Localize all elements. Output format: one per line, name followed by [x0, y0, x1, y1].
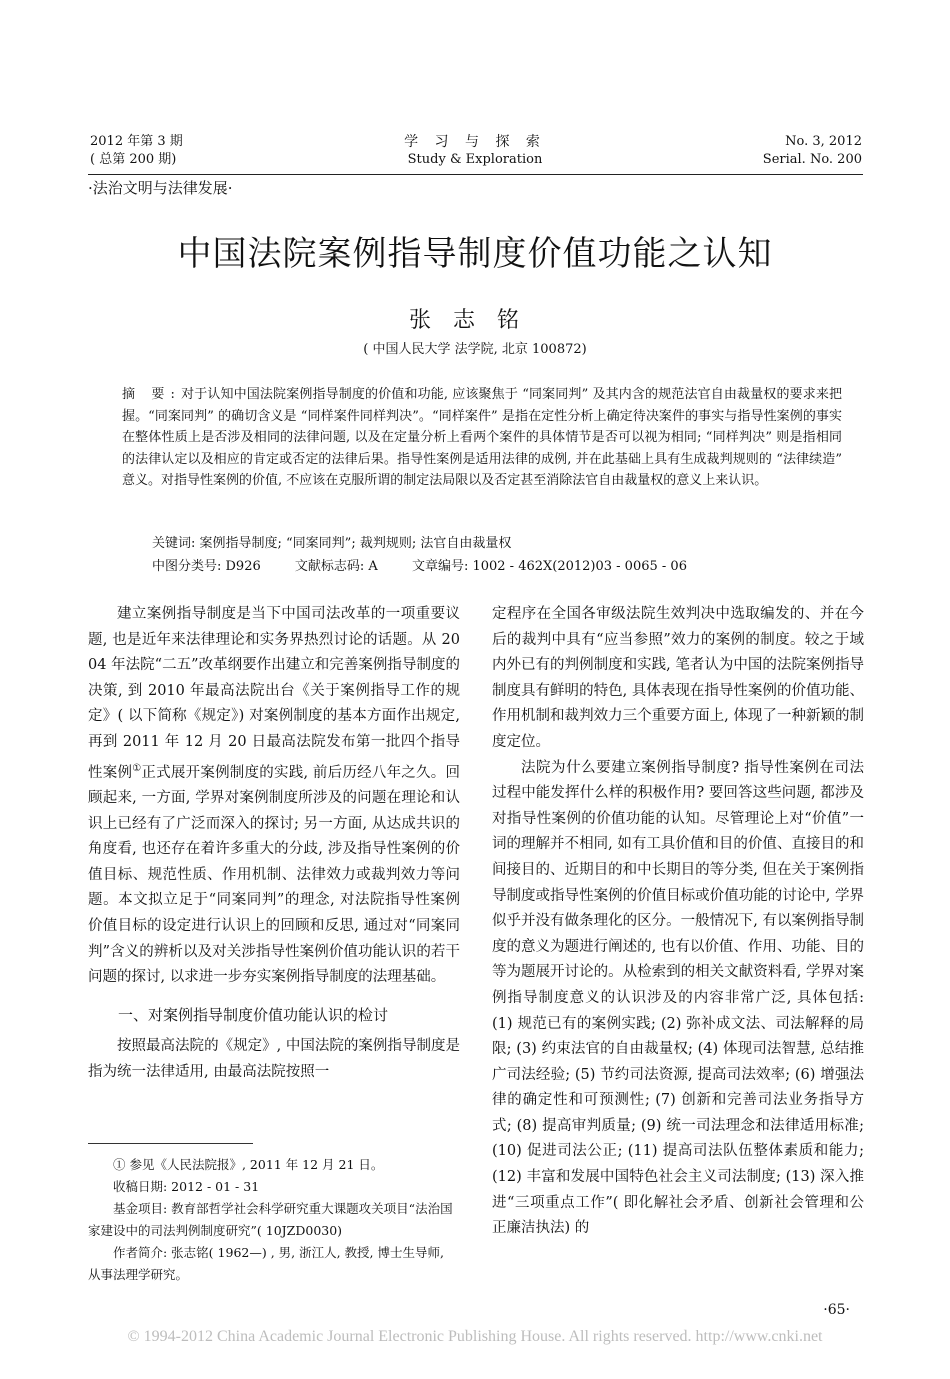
header-divider: [88, 174, 863, 175]
footnote-divider: [88, 1143, 253, 1144]
journal-name-en: Study & Exploration: [407, 152, 543, 167]
paragraph-text: 正式展开案例制度的实践, 前后历经八年之久。回顾起来, 一方面, 学界对案例制度所涉及的问题在理论和认识上已经有了广泛而深入的探讨; 另一方面, 从达成共识的角度看, 也还存在着许多重大的分歧, 涉及指导性案例的价值目标、规范性质、作用机制、法律效力或裁判效力等问题。本文拟立足于“同案同判”的理念, 对法院指导性案例价值目标的设定进行认识上的回顾和反思, 通过对“同案同判”含义的辨析以及对关涉指导性案例价值功能认识的若干问题的探讨, 以求进一步夯实案例指导制度的法理基础。: [88, 764, 461, 986]
body-paragraph-continued: 定程序在全国各审级法院生效判决中选取编发的、并在今后的裁判中具有“应当参照”效力的案例的制度。较之于域内外已有的判例制度和实践, 笔者认为中国的法院案例指导制度具有鲜明的特色, 具体表现在指导性案例的价值功能、作用机制和裁判效力三个重要方面上, 体现了一种新颖的制度定位。: [492, 606, 864, 750]
paragraph-text: 建立案例指导制度是当下中国司法改革的一项重要议题, 也是近年来法律理论和实务界热烈讨论的话题。从 2004 年法院“二五”改革纲要作出建立和完善案例指导制度的决策, 到 2010 年最高法院出台《关于案例指导工作的规定》( 以下简称《规定》) 对案例制度的基本方面作出规定, 再到 2011 年 12 月 20 日最高法院发布第一批四个指导性案例: [88, 606, 460, 781]
header-issue-line: 2012 年第 3 期: [90, 134, 183, 149]
abstract: [122, 384, 842, 492]
received-date: 收稿日期: 2012 - 01 - 31: [113, 1179, 260, 1194]
abstract-label: 摘 要:: [122, 387, 181, 402]
page-number: ·65·: [823, 1302, 850, 1318]
footnote-1: ① 参见《人民法院报》, 2011 年 12 月 21 日。: [113, 1157, 384, 1172]
article-number: 文章编号: 1002 - 462X(2012)03 - 0065 - 06: [411, 559, 687, 574]
body-paragraph: [88, 602, 460, 991]
header-serial-en-line: Serial. No. 200: [762, 152, 862, 167]
body-column-right: [492, 602, 864, 1242]
classification-line: [152, 556, 842, 577]
keywords: 关键词: 案例指导制度; “同案同判”; 裁判规则; 法官自由裁量权: [152, 536, 512, 551]
fund-info: 基金项目: 教育部哲学社会科学研究重大课题攻关项目“法治国家建设中的司法判例制度研究”( 10JZD0030): [88, 1201, 453, 1238]
clc-number: 中图分类号: D926: [152, 559, 261, 574]
body-paragraph: 按照最高法院的《规定》, 中国法院的案例指导制度是指为统一法律适用, 由最高法院按照一: [88, 1038, 460, 1080]
abstract-text: 对于认知中国法院案例指导制度的价值和功能, 应该聚焦于 “同案同判” 及其内含的规范法官自由裁量权的要求来把握。“同案同判” 的确切含义是 “同样案件同样判决”。“同样案件” 是指在定性分析上确定待决案件的事实与指导性案例的事实在整体性质上是否涉及相同的法律问题, 以及在定量分析上看两个案件的具体情节是否可以视为相同; “同样判决” 则是指相同的法律认定以及相应的肯定或否定的法律后果。指导性案例是适用法律的成例, 并在此基础上具有生成裁判规则的 “法律续造” 意义。对指导性案例的价值, 不应该在克服所谓的制定法局限以及否定甚至消除法官自由裁量权的意义上来认识。: [122, 387, 842, 488]
footnotes: [88, 1154, 460, 1286]
section-heading: 一、对案例指导制度价值功能认识的检讨: [118, 1005, 389, 1024]
author-affiliation: ( 中国人民大学 法学院, 北京 100872): [363, 342, 587, 357]
document-code: 文献标志码: A: [294, 559, 378, 574]
copyright-watermark: © 1994-2012 China Academic Journal Electronic Publishing House. All rights reserved. http://www.cnki.net: [127, 1328, 823, 1345]
body-paragraph: 法院为什么要建立案例指导制度? 指导性案例在司法过程中能发挥什么样的积极作用? 要回答这些问题, 都涉及对指导性案例的价值功能的认知。尽管理论上对“价值”一词的理解并不相同, 如有工具价值和目的价值、直接目的和间接目的、近期目的和中长期目的等分类, 但在关于案例指导制度或指导性案例的价值目标或价值功能的讨论中, 学界似乎并没有做条理化的区分。一般情况下, 有以案例指导制度的意义为题进行阐述的, 也有以价值、作用、功能、目的等为题展开讨论的。从检索到的相关文献资料看, 学界对案例指导制度意义的认识涉及的内容非常广泛, 具体包括: (1) 规范已有的案例实践; (2) 弥补成文法、司法解释的局限; (3) 约束法官的自由裁量权; (4) 体现司法智慧, 总结推广司法经验; (5) 节约司法资源, 提高司法效率; (6) 增强法律的确定性和可预测性; (7) 创新和完善司法业务指导方式; (8) 提高审判质量; (9) 统一司法理念和法律适用标准; (10) 促进司法公正; (11) 提高司法队伍整体素质和能力; (12) 丰富和发展中国特色社会主义司法制度; (13) 深入推进“三项重点工作”( 即化解社会矛盾、创新社会管理和公正廉洁执法) 的: [492, 759, 864, 1237]
body-column-left: [88, 602, 460, 1086]
journal-name-cn: 学 习 与 探 索: [404, 134, 546, 150]
article-author: 张志铭: [408, 308, 541, 333]
article-title: 中国法院案例指导制度价值功能之认知: [177, 234, 773, 274]
column-tag: ·法治文明与法律发展·: [88, 179, 233, 197]
header-issue-en: [763, 133, 862, 169]
header-no-line: No. 3, 2012: [785, 134, 862, 149]
header-serial-line: ( 总第 200 期): [90, 152, 177, 167]
footnote-ref[interactable]: ①: [132, 762, 142, 774]
author-bio: 作者简介: 张志铭( 1962—) , 男, 浙江人, 教授, 博士生导师, 从事法理学研究。: [88, 1245, 444, 1282]
